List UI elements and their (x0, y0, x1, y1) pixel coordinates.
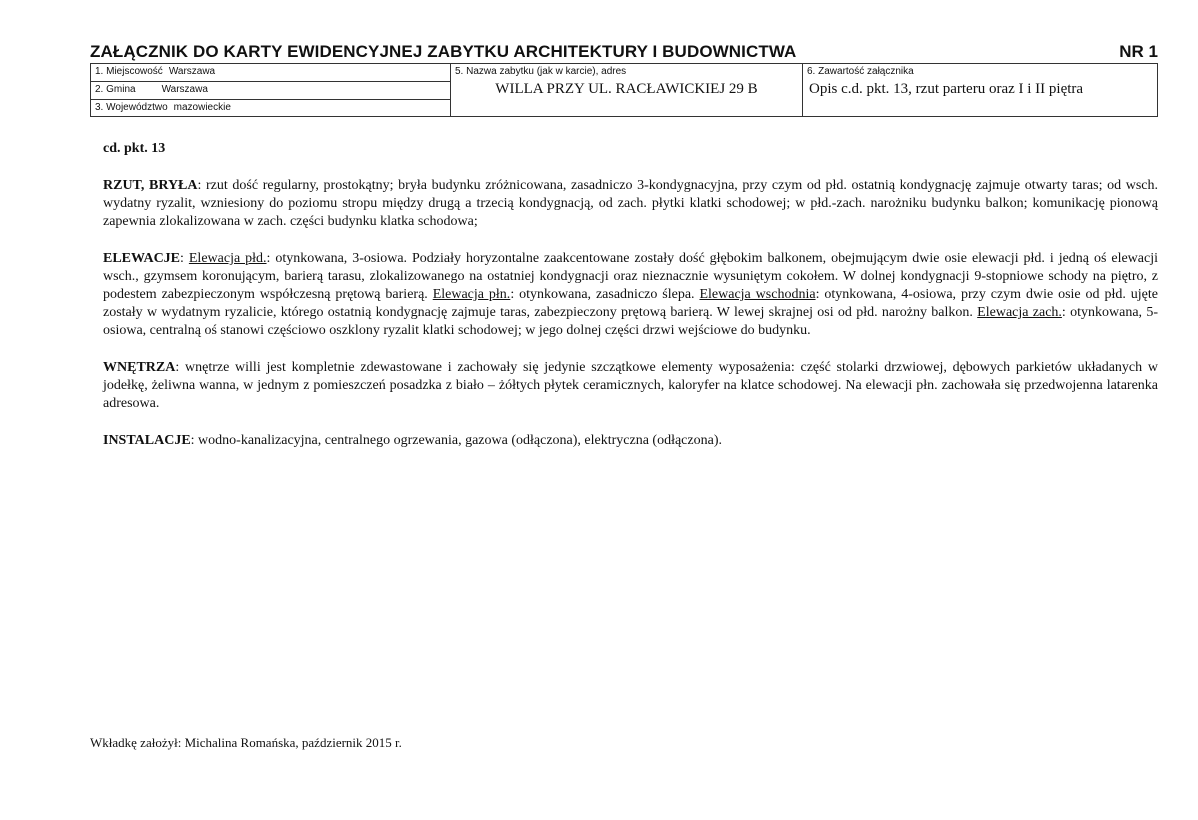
attachment-contents-label: 6. Zawartość załącznika (807, 66, 914, 77)
elewacje-heading: ELEWACJE (103, 251, 181, 266)
voivodeship-label: 3. Województwo (95, 102, 168, 113)
location-column (91, 64, 451, 116)
monument-name-column (451, 64, 803, 116)
elewacja-zach-label: Elewacja zach. (977, 305, 1062, 320)
rzut-heading: RZUT, BRYŁA (103, 178, 198, 193)
elewacje-paragraph (103, 250, 1158, 340)
wnetrza-paragraph (103, 359, 1158, 413)
elewacja-zach-text: : otynkowana, 5-osiowa, centralną oś stanowi częściowo oszklony ryzalit klatki schodowej; w jego dolnej części drzwi wejściowe do budynku. (103, 305, 1158, 338)
instalacje-heading: INSTALACJE (103, 433, 191, 448)
elewacja-pln-text: : otynkowana, zasadniczo ślepa. (510, 287, 700, 302)
attachment-contents-value: Opis c.d. pkt. 13, rzut parteru oraz I i II piętra (809, 81, 1084, 97)
wnetrza-heading: WNĘTRZA (103, 360, 176, 375)
section-subheading: cd. pkt. 13 (103, 141, 166, 156)
instalacje-text: : wodno-kanalizacyjna, centralnego ogrzewania, gazowa (odłączona), elektryczna (odłączona). (190, 433, 722, 448)
author-footer: Wkładkę założył: Michalina Romańska, październik 2015 r. (90, 735, 402, 750)
rzut-text: : rzut dość regularny, prostokątny; bryła budynku zróżnicowana, zasadniczo 3-kondygnacyjna, przy czym od płd. ostatnią kondygnację zajmuje otwarty taras; od wsch. wydatny ryzalit, wzniesiony do poziomu stropu między drugą a trzecią kondygnacją, od zach. płytki klatki schodowej; w płd.-zach. narożniku budynku balkon; komunikację pionową zapewnia zlokalizowana w zach. części budynku klatka schodowa; (103, 178, 1158, 229)
wnetrza-text: : wnętrze willi jest kompletnie zdewastowane i zachowały się jedynie szczątkowe elementy wyposażenia: część stolarki drzwiowej, dębowych parkietów układanych w jodełkę, żeliwna wanna, w jednym z pomieszczeń posadzka z biało – żółtych płytek ceramicznych, kaloryfer na klatce schodowej. Na elewacji płn. zachowała się przedwojenna latarenka adresowa. (103, 360, 1158, 411)
rzut-paragraph (103, 177, 1158, 231)
locality-row (91, 64, 450, 82)
locality-value: Warszawa (168, 66, 216, 77)
description-body (103, 140, 1158, 469)
voivodeship-row (91, 100, 450, 118)
elewacja-pld-label: Elewacja płd. (188, 251, 267, 266)
elewacja-wsch-label: Elewacja wschodnia (699, 287, 816, 302)
commune-label: 2. Gmina (95, 84, 136, 95)
document-title: ZAŁĄCZNIK DO KARTY EWIDENCYJNEJ ZABYTKU ARCHITEKTURY I BUDOWNICTWA (90, 42, 797, 61)
record-form-table (90, 63, 1158, 117)
commune-value: Warszawa (161, 84, 208, 95)
commune-row (91, 82, 450, 100)
elewacja-pln-label: Elewacja płn. (432, 287, 511, 302)
monument-name-label: 5. Nazwa zabytku (jak w karcie), adres (455, 66, 627, 77)
elewacja-pld-text: : otynkowana, 3-osiowa. Podziały horyzontalne zaakcentowane zostały dość głębokim balkonem, obejmującym dwie osie elewacji płd. i jedną oś elewacji wsch., gzymsem koronującym, barierą tarasu, zlokalizowanego na ostatniej kondygnacji oraz nieznacznie wysuniętym cokołem. W dolnej kondygnacji 9-stopniowe schody na piętro, z podestem zabezpieczonym współczesną prętową barierą. (103, 251, 1159, 302)
elewacje-separator: : (180, 251, 189, 266)
voivodeship-value: mazowieckie (173, 102, 231, 113)
locality-label: 1. Miejscowość (95, 66, 163, 77)
monument-name-value: WILLA PRZY UL. RACŁAWICKIEJ 29 B (495, 81, 758, 97)
elewacja-wsch-text: : otynkowana, 4-osiowa, przy czym dwie osie od płd. ujęte zostały w wydatnym ryzalicie, którego ostatnią kondygnację zajmuje taras, zabezpieczony prętową barierą. W lewej skrajnej osi od płd. narożny balkon. (103, 287, 1158, 320)
attachment-number: NR 1 (1119, 42, 1158, 61)
attachment-contents-column (803, 64, 1157, 116)
instalacje-paragraph (103, 432, 1158, 450)
